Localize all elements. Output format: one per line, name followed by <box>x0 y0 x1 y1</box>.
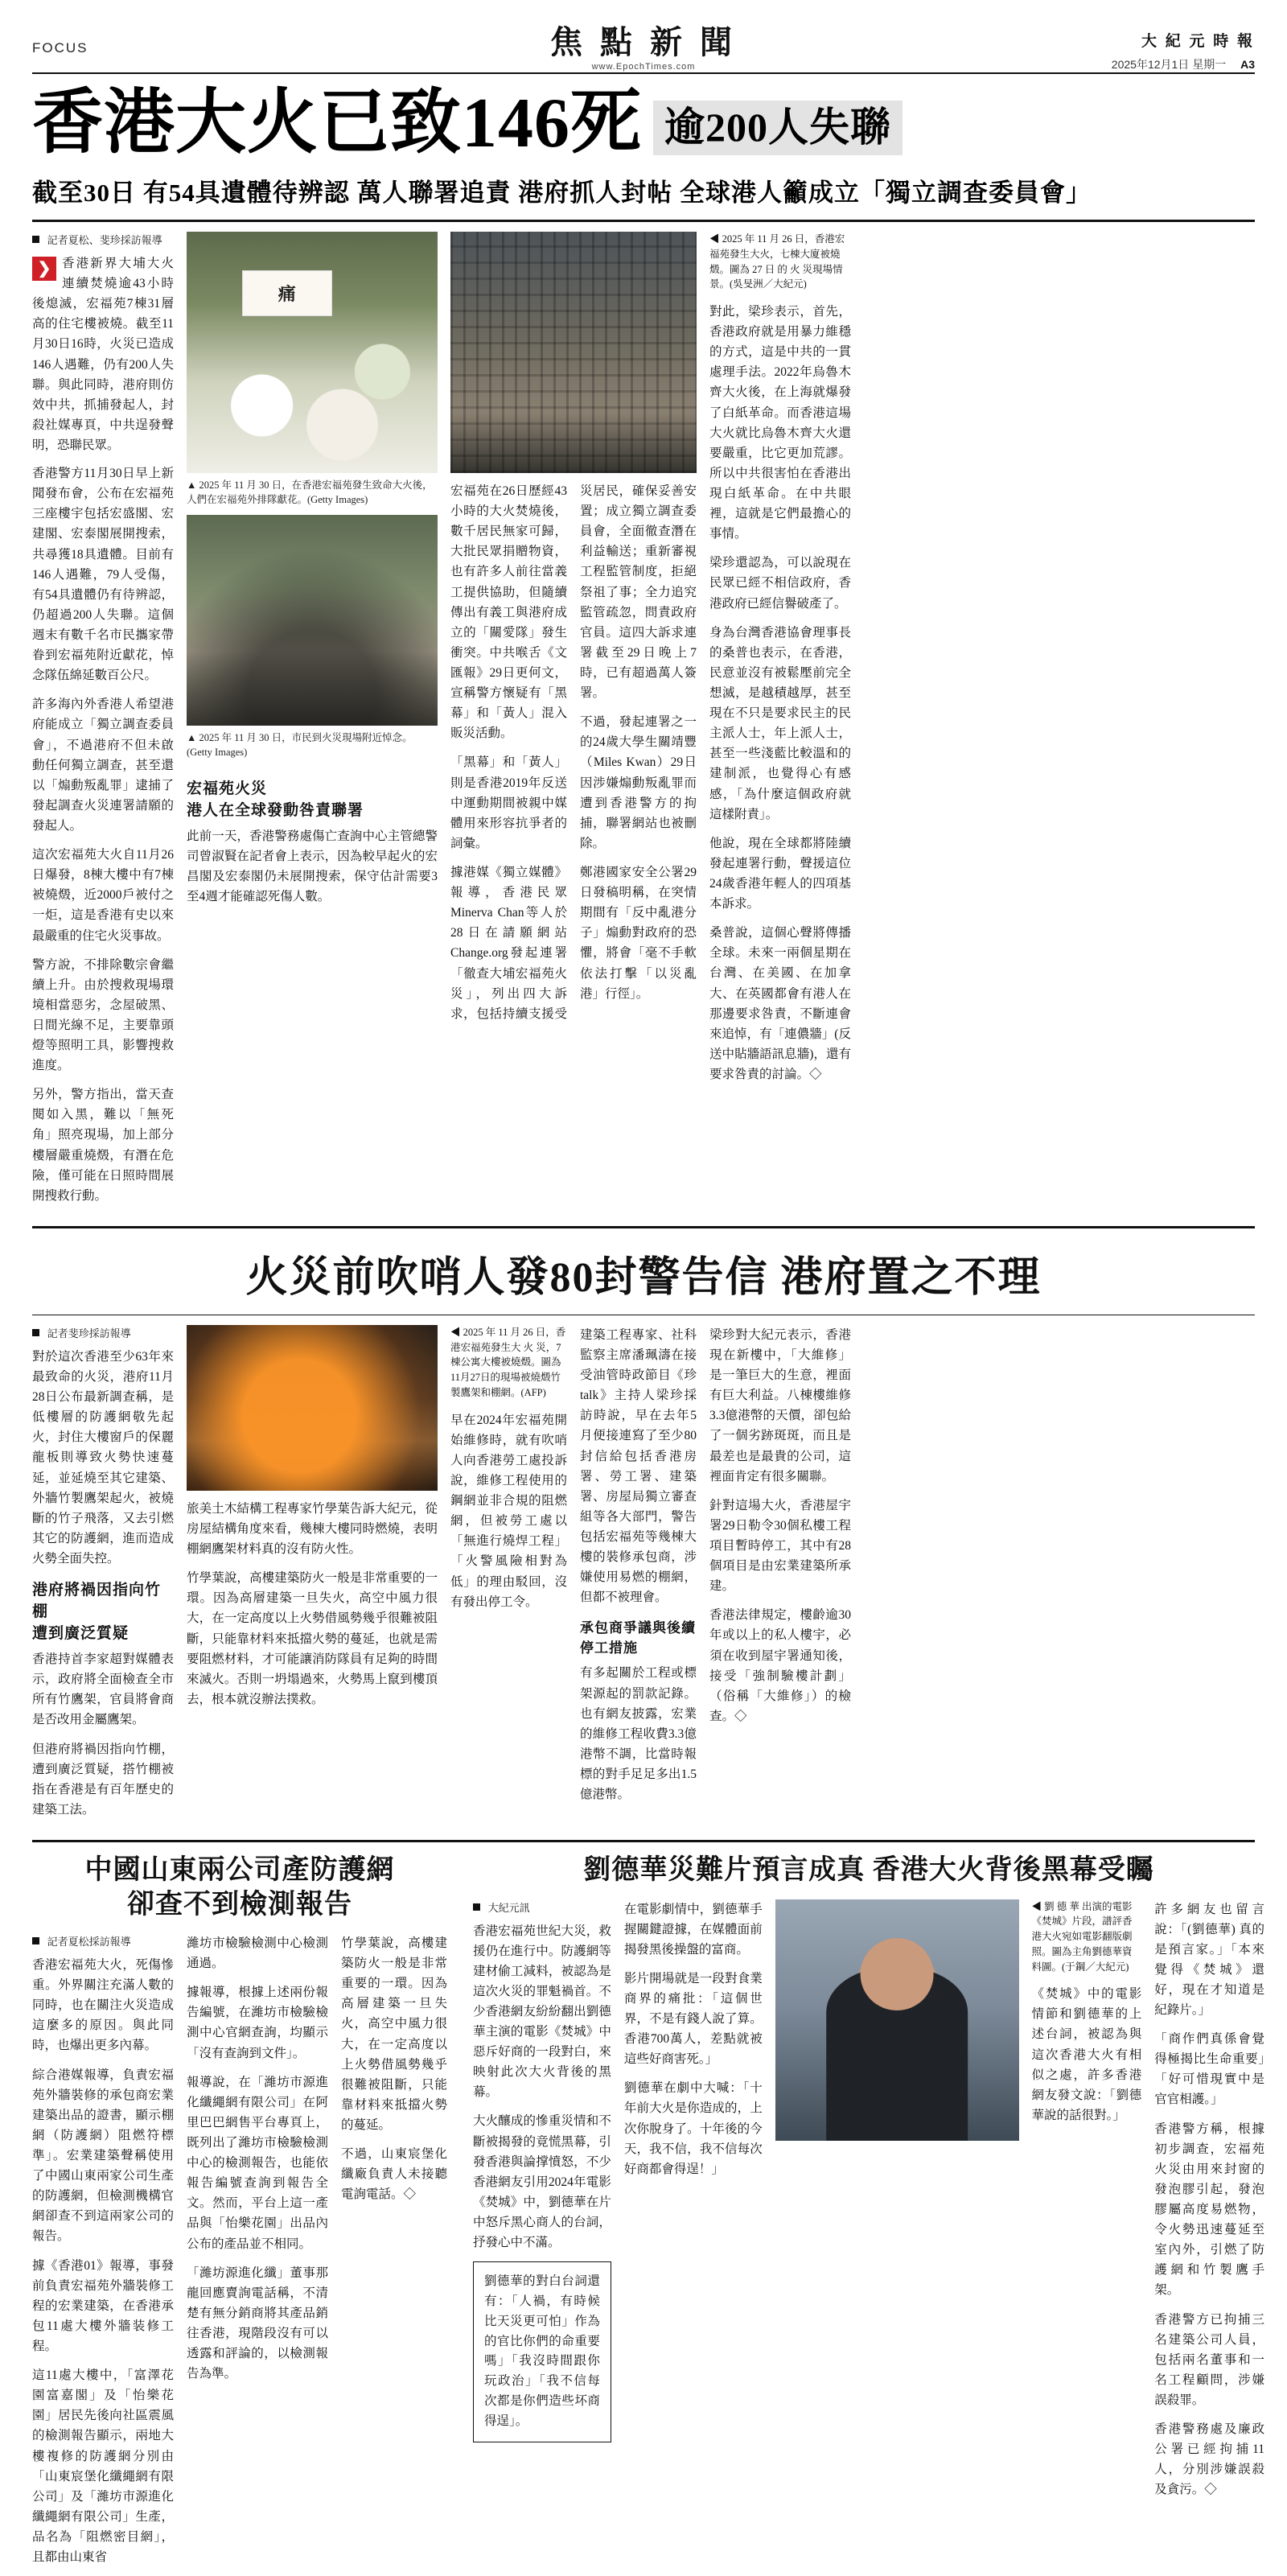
sec2-para: 對於這次香港至少63年來最致命的火災，港府11月28日公布最新調查稱，是低樓層的防護網敬先起火，封住大樓窗戶的保麗龍板則導致火勢快速蔓延，並延燒至其它建築、外牆竹製鷹架起火，被燒斷的竹子飛落，又去引燃其它的防護網，進而造成火勢全面失控。 <box>32 1349 174 1566</box>
sec3a-col-3 <box>341 1933 447 2576</box>
sec3a-byline <box>32 1933 174 1948</box>
sec2-para: 有多起關於工程或標架源起的罰款記錄。也有網友披露，宏業的維修工程收費3.3億港幣不調，比當時報標的對手足足多出1.5億港幣。 <box>580 1666 697 1802</box>
sec3a-para: 據報導，根據上述兩份報告編號，在濰坊市檢驗檢測中心官網查詢，均顯示「沒有查詢到文件」。 <box>187 1985 328 2060</box>
sec2-col-2 <box>187 1325 438 1829</box>
lead-para: 宏福苑在26日歷經43小時的大火焚燒後，數千居民無家可歸，大批民眾捐贈物資，也有許多人前往當義工提供協助，但隨續傳出有義工與港府成立的「關愛隊」發生衝突。中共喉舌《文匯報》29日更何文，宣稱警方懷疑有「黑幕」和「黃人」混入販災活動。 <box>450 484 567 741</box>
sec2-para: 香港持首李家超對媒體表示，政府將全面檢查全市所有竹鷹架，官員將會商是否改用金屬鷹架。 <box>32 1652 174 1727</box>
lead-para: 據港媒《獨立媒體》報導，香港民眾Minerva Chan等人於28日在請願網站Change.org發起連署「徹查大埔宏福苑火災」，列出四大訴求，包括持續支援受災居民，確保妥善安置；成立獨立調查委員會，全面徹查潛在利益輸送；重新審視工程監管制度，拒絕祭祖了事；全力追究監管疏忽，問責政府官員。這四大訴求連署截至29日晚上7時，已有超過萬人簽署。 <box>450 484 697 1021</box>
sec2-para: 旅美土木結構工程專家竹學葉告訴大紀元，從房屋結構角度來看，幾棟大樓同時燃燒，表明棚網鷹架材料真的沒有防火性。 <box>187 1501 438 1557</box>
sec3a-para: 不過，山東宸堡化纖廠負責人未接聽電詢電話。◇ <box>341 2147 447 2202</box>
lead-para: 「黑幕」和「黃人」則是香港2019年反送中運動期間被親中媒體用來形容抗爭者的詞彙。 <box>450 755 567 850</box>
placard-text: 痛 <box>278 284 296 304</box>
sec2-col3-right <box>580 1325 697 1813</box>
sec2-sub-line1: 港府將禍因指向竹棚 <box>32 1582 162 1621</box>
lead-para: 梁珍還認為，可以說現在民眾已經不相信政府，香港政府已經信譽破產了。 <box>709 556 851 611</box>
sec2-para: 建築工程專家、社科監察主席潘珮濤在接受油管時政節目《珍talk》主持人梁珍採訪時說，早在去年5月便接連寫了至少80封信給包括香港房署、勞工署、建築署、房屋局獨立審查組等各大部門，警告包括宏福苑等幾棟大樓的裝修承包商，涉嫌使用易燃的棚網，但都不被理會。 <box>580 1327 697 1605</box>
sec2-col-4 <box>709 1325 851 1829</box>
sec2-para: 但港府將禍因指向竹棚，遭到廣泛質疑，搭竹棚被指在香港是有百年歷史的建築工法。 <box>32 1742 174 1817</box>
sec3a-col-1 <box>32 1933 174 2576</box>
sec2-sub-headline-2: 承包商爭議與後續停工措施 <box>580 1620 696 1656</box>
lead-headline-badge: 逾200人失聯 <box>653 101 903 155</box>
lead-col3-text <box>450 481 697 1024</box>
lead-para: 鄭港國家安全公署29日發稿明稱，在突情期間有「反中亂港分子」煽動對政府的恐懼，將會「毫不手軟依法打擊「以災亂港」行徑」。 <box>580 865 697 1001</box>
photo-andy-lau <box>775 1899 1019 2141</box>
photo-crowd-mourning <box>187 515 438 726</box>
sec2-para: 梁珍對大紀元表示，香港現在新樓中，「大維修」是一筆巨大的生意，裡面有巨大利益。八棟樓維修3.3億港幣的天價，卻包給了一個劣跡斑斑，而且是最差也是最貴的公司，這裡面肯定有很多關聯。 <box>709 1327 851 1483</box>
sec2-article <box>32 1325 1255 1829</box>
sec3b-para: 香港宏福苑世紀大災，救援仍在進行中。防護網等建材偷工減料，被認為是這次火災的罪魁禍首。不少香港網友紛紛翻出劉德華主演的電影《焚城》中惡斥好商的一段對白，來映射此次大火背後的黑幕。 <box>473 1924 611 2100</box>
masthead-center <box>32 26 1255 72</box>
sec3b-para: 在電影劇情中，劉德華手握關鍵證據，在媒體面前揭發黑後操盤的富商。 <box>623 1902 763 1957</box>
sec3a-para: 這11處大樓中，「富澤花園富嘉閣」及「怡樂花園」居民先後向社區震風的檢測報告顯示，兩地大樓複修的防護網分別由「山東宸堡化纖繩網有限公司」及「濰坊市源進化纖繩網有限公司」生產，品名為「阻燃密目網」，且都由山東省 <box>32 2368 174 2565</box>
lead-lede <box>32 253 174 455</box>
sec3b-para: 劉德華在劇中大喊：「十年前大火是你造成的，上次你脫身了。十年後的今天，我不信，我不信每次好商都會得逞！」 <box>623 2081 763 2176</box>
photo-burnt-towers <box>450 232 697 473</box>
date-text: 2025年12月1日 星期一 <box>1111 58 1227 71</box>
dropcap-icon: ❯ <box>32 257 56 281</box>
sec3b-col-1 <box>473 1899 611 2509</box>
lede-text: 香港新界大埔大火連續焚燒逾43小時後熄滅，宏福苑7棟31層高的住宅樓被燒。截至11月30日16時，火災已造成146人遇難，仍有200人失聯。與此同時，港府則仿效中共，抓捕發起人，封殺社媒專頁，中共逞發聲明，恐聯民眾。 <box>32 257 174 452</box>
sec3b-para: 香港警方稱，根據初步調查，宏福苑火災由用來封窗的發泡膠引起，發泡膠屬高度易燃物，令火勢迅速蔓延至室內外，引燃了防護網和竹製鷹手架。 <box>1154 2121 1265 2298</box>
sec2-headline: 火災前吹哨人發80封警告信 港府置之不理 <box>245 1254 1042 1301</box>
photo-caption: ▲ 2025 年 11 月 30 日，市民到火災現場附近悼念。(Getty Images) <box>187 732 413 759</box>
sec3a-para: 報導說，在「濰坊市源進化纖繩網有限公司」在阿里巴巴網售平台專頁上，既列出了濰坊市檢驗檢測中心的檢測報告，也能依報告編號查詢到報告全文。然而，平台上這一產品與「怡樂花園」出品內公布的產品並不相同。 <box>187 2075 328 2251</box>
sec3a-para: 「濰坊源進化纖」董事那龍回應賣詢電話稱，不清楚有無分銷商將其產品銷往香港，現階段沒有可以透露和評論的，以檢測報告為準。 <box>187 2265 328 2381</box>
sec3a-para: 香港宏福苑大火，死傷慘重。外界關注充滿人數的同時，也在關注火災造成這麼多的原因。與此同時，也爆出更多內幕。 <box>32 1958 174 2053</box>
bullet-square-icon <box>32 236 39 243</box>
sec2-sub-line2: 遭到廣泛質疑 <box>32 1625 130 1643</box>
photo-caption: ▲ 2025 年 11 月 30 日，在香港宏福苑發生致命大火後，人們在宏福苑外排隊獻花。(Getty Images) <box>187 479 433 506</box>
byline-text: 記者夏松採訪報導 <box>47 1936 131 1948</box>
lead-para: 他說，現在全球都將陸續發起連署行動，聲援這位24歲香港年輕人的四項基本訴求。 <box>709 836 851 911</box>
byline-text: 記者夏松、斐珍採訪報導 <box>47 234 162 246</box>
bullet-square-icon <box>473 1903 480 1911</box>
sec3b-col-2 <box>624 1899 763 2509</box>
lead-para: 身為台灣香港協會理事長的桑普也表示，在香港，民意並沒有被鬆壓前完全想滅，是越積越厚，甚至現在不只是要求民主的民主派人士，年上派人士，甚至一些淺藍比較溫和的建制派，也覺得心有感感，「為什麼這個政府就這樣附責」。 <box>709 625 851 821</box>
sec3a-para: 綜合港媒報導，負責宏福苑外牆裝修的承包商宏業建築出品的證書，顯示棚網（防護網）阻燃符標準」。宏業建築聲稱使用了中國山東兩家公司生產的防護網，但檢測機構官網卻查不到這兩家公司的報告。 <box>32 2068 174 2244</box>
sec2-col-1 <box>32 1325 174 1829</box>
sec3b-para: 《焚城》中的電影情節和劉德華的上述台詞，被認為與這次香港大火有相似之處，許多香港網友發文說：「劉德華說的話很對。」 <box>1031 1987 1142 2122</box>
sec3b-para: 香港警方已拘捕三名建築公司人員，包括兩名董事和一名工程顧問，涉嫌誤殺罪。 <box>1154 2312 1265 2408</box>
byline-text: 大紀元訊 <box>487 1901 530 1914</box>
lead-para: 警方說，不排除數宗會繼續上升。由於搜救現場環境相當惡劣，念屋破黑、日間光線不足，主要靠頭燈等照明工具，影響搜救進度。 <box>32 957 174 1073</box>
lead-subhead: 截至30日 有54具遺體待辨認 萬人聯署追責 港府抓人封帖 全球港人籲成立「獨立調查委員會」 <box>32 179 1092 207</box>
sub-headline-line1: 宏福苑火災 <box>187 780 268 797</box>
pull-quote: 劉德華的對白台詞還有：「人禍，有時候比天災更可怕」作為的官比你們的命重要嗎」「我沒時間跟你玩政治」「我不信每次都是你們造些坏商得逞」。 <box>473 2261 611 2442</box>
lead-para: 香港警方11月30日早上新聞發布會，公布在宏福苑三座樓宇包括宏盛閣、宏建閣、宏泰閣展開搜索，共尋獲18具遺體。目前有146人遇難，79人受傷，有54具遺體仍有待辨認，仍超過200人失聯。這個週末有數千名市民攜家帶眷到宏福苑附近獻花，悼念隊伍綿延數百公尺。 <box>32 467 174 683</box>
sec2-byline <box>32 1325 174 1340</box>
sec2-col-3 <box>450 1325 697 1829</box>
sec3-articles <box>32 1852 1265 2576</box>
sec3a-headline-line1: 中國山東兩公司產防護網 <box>84 1855 395 1885</box>
lead-para: 這次宏福苑大火自11月26日爆發，8棟大樓中有7棟被燒燬，近2000戶被付之一炬，這是香港有史以來最嚴重的住宅火災事故。 <box>32 848 174 943</box>
sec2-para: 竹學葉說，高樓建築防火一般是非常重要的一環。因為高層建築一旦失火，高空中風力很大，在一定高度以上火勢借風勢幾乎很難被阻斷，只能靠材料來抵擋火勢的蔓延，也就是需要阻燃材料，才可能讓消防隊員有足夠的時間來滅火。否則一坍塌過來，火勢馬上竄到樓頂去，根本就沒辦法撲救。 <box>187 1571 438 1706</box>
lead-para: 桑普說，這個心聲將傳播全球。未來一兩個星期在台灣、在美國、在加拿大、在英國都會有港人在那邊要求咎責，不斷連會來追悼，有「連儂牆」(反送中貼牆語訊息牆)，還有要求咎責的討論。◇ <box>709 926 851 1081</box>
sec3b-para: 許多網友也留言說：「(劉德華) 真的是預言家。」「本來覺得《焚城》還好，現在才知道是紀錄片。」 <box>1154 1902 1265 2018</box>
photo-memorial-flowers <box>187 232 438 473</box>
sec3b-para: 大火釀成的慘重災情和不斷被揭發的竟慌黑幕，引發香港與論撑憤怒，不少香港網友引用2024年電影《焚城》中，劉德華在片中怒斥黑心商人的台詞，抒發心中不滿。 <box>473 2114 611 2250</box>
photo-caption: ◀ 2025 年 11 月 26 日，香港宏福苑發生大 火 災，7 棟公寓大樓被燒燬。圖為11月27日的現場被燒燬竹製鷹架和棚網。(AFP) <box>450 1326 566 1398</box>
sec3a-headline <box>32 1854 447 1922</box>
lead-col-4 <box>709 232 851 1215</box>
placard-sign <box>242 270 332 316</box>
sec3b-byline <box>473 1899 611 1915</box>
sec2-para: 針對這場大火，香港屋宇署29日勒令30個私樓工程項目暫時停工，其中有28個項目是由宏業建築所承建。 <box>709 1498 851 1594</box>
issue-date <box>1112 56 1255 72</box>
photo-caption-right: ◀ 2025 年 11 月 26 日，香港宏福苑發生大火，七棟大廈被燒燬。圖為 27 日 的 火 災現場情景。(吳旻洲／大紀元) <box>709 233 845 290</box>
sec3b-para: 「商作們真係會覺得極揭比生命重要」「好可惜現實中是官官相護。」 <box>1154 2032 1265 2107</box>
sec2-para: 早在2024年宏福苑開始維修時，就有吹哨人向香港勞工處投訴說，維修工程使用的鋼網並非合規的阻燃網，但被勞工處以「無進行燒焊工程」「火警風險相對為低」的理由駁回，沒有發出停工令。 <box>450 1413 567 1609</box>
lead-para: 不過，發起連署之一的24歲大學生關靖豐（Miles Kwan）29日因涉嫌煽動叛亂罪而遭到香港警方的拘捕，聯署網站也被刪除。 <box>580 715 697 850</box>
sec3a-para: 濰坊市檢驗檢測中心檢測通過。 <box>187 1936 328 1971</box>
sub-headline <box>187 776 438 820</box>
page-number: A3 <box>1240 58 1255 71</box>
sec3a-para: 竹學葉說，高樓建築防火一般是非常重要的一環。因為高層建築一旦失火，高空中風力很大，在一定高度以上火勢借風勢幾乎很難被阻斷，只能靠材料來抵擋火勢的蔓延。 <box>341 1936 447 2132</box>
lead-para: 此前一天，香港警務處傷亡查詢中心主管總警司曾淑賢在記者會上表示，因為較早起火的宏昌閣及宏泰閣仍未展開搜索，保守估計需要3至4週才能確認死傷人數。 <box>187 829 438 903</box>
sec3a-col-2 <box>187 1933 328 2576</box>
sec3b-col-4 <box>1154 1899 1264 2509</box>
lead-para: 另外，警方指出，當天查閱如入黑，難以「無死角」照亮現場，加上部分樓層嚴重燒燬，有潛在危險，僅可能在日照時間展開搜救行動。 <box>32 1088 174 1203</box>
lead-byline <box>32 232 174 247</box>
sec3-article-left <box>32 1852 447 2576</box>
masthead <box>32 21 1255 74</box>
bullet-square-icon <box>32 1329 39 1336</box>
divider <box>32 220 1255 222</box>
lead-headline: 香港大火已致146死 <box>32 84 643 163</box>
sec3b-para: 香港警務處及廉政公署已經拘捕11人，分別涉嫌誤殺及貪污。◇ <box>1154 2422 1265 2497</box>
section-label: FOCUS <box>32 40 88 56</box>
lead-para: 對此，梁珍表示，首先，香港政府就是用暴力維穩的方式，這是中共的一貫處理手法。2022年烏魯木齊大火後，在上海就爆發了白紙革命。而香港這場大火就比烏魯木齊大火還要嚴重，比它更加荒謬。所以中共很害怕在香港出現白紙革命。在中共眼裡，這就是它們最擔心的事情。 <box>709 305 851 541</box>
lead-col-3 <box>450 232 697 1215</box>
lead-col-2 <box>187 232 438 1215</box>
brand-name: 大 紀 元 時 報 <box>1141 33 1255 50</box>
portrait-head <box>861 1938 934 2010</box>
divider <box>32 1840 1255 1842</box>
sec3b-col-3 <box>1032 1899 1142 2509</box>
sec3b-para: 影片開場就是一段對食業商界的痛批：「這個世界，不是有錢人說了算。香港700萬人，差點就被這些好商害死。」 <box>623 1971 763 2067</box>
sec2-para: 香港法律規定，樓齡逾30年或以上的私人樓宇，必須在收到屋宇署通知後，接受「強制驗樓計劃」（俗稱「大維修」）的檢查。◇ <box>709 1608 851 1723</box>
lead-para: 許多海內外香港人希望港府能成立「獨立調查委員會」，不過港府不但未啟動任何獨立調查，甚至還以「煽動叛亂罪」逮捕了發起調查火災連署請願的發起人。 <box>32 697 174 833</box>
sub-headline-line2: 港人在全球發動咎責聯署 <box>187 801 364 819</box>
bullet-square-icon <box>32 1937 39 1944</box>
lead-col-1 <box>32 232 174 1215</box>
sec3b-headline: 劉德華災難片預言成真 香港大火背後黑幕受矚 <box>583 1855 1154 1885</box>
sec3-article-right <box>473 1852 1264 2576</box>
photo-fire-scaffold <box>187 1325 438 1491</box>
divider <box>32 1226 1255 1228</box>
photo-caption: ◀ 劉 德 華 出演的電影《焚城》片段，譜評香港大火宛如電影翻版劇照。圖為主角劉德華資料圖。(于鋼／大紀元) <box>1031 1900 1133 1973</box>
site-url: www.EpochTimes.com <box>591 62 696 72</box>
sec2-sub-headline <box>32 1578 174 1643</box>
page-title: 焦 點 新 聞 <box>550 24 737 60</box>
sec2-col3-left <box>450 1325 567 1813</box>
sec3b-photo-col <box>775 1899 1019 2509</box>
masthead-right <box>1112 29 1255 72</box>
lead-headline-wrap <box>32 84 1255 163</box>
sec3a-headline-line2: 卻查不到檢測報告 <box>127 1889 352 1920</box>
sec3a-para: 據《香港01》報導，事發前負責宏福苑外牆裝修工程的宏業建築，在香港承包11處大樓外牆装修工程。 <box>32 2258 174 2353</box>
lead-article <box>32 232 1255 1215</box>
byline-text: 記者斐珍採訪報導 <box>47 1327 131 1339</box>
